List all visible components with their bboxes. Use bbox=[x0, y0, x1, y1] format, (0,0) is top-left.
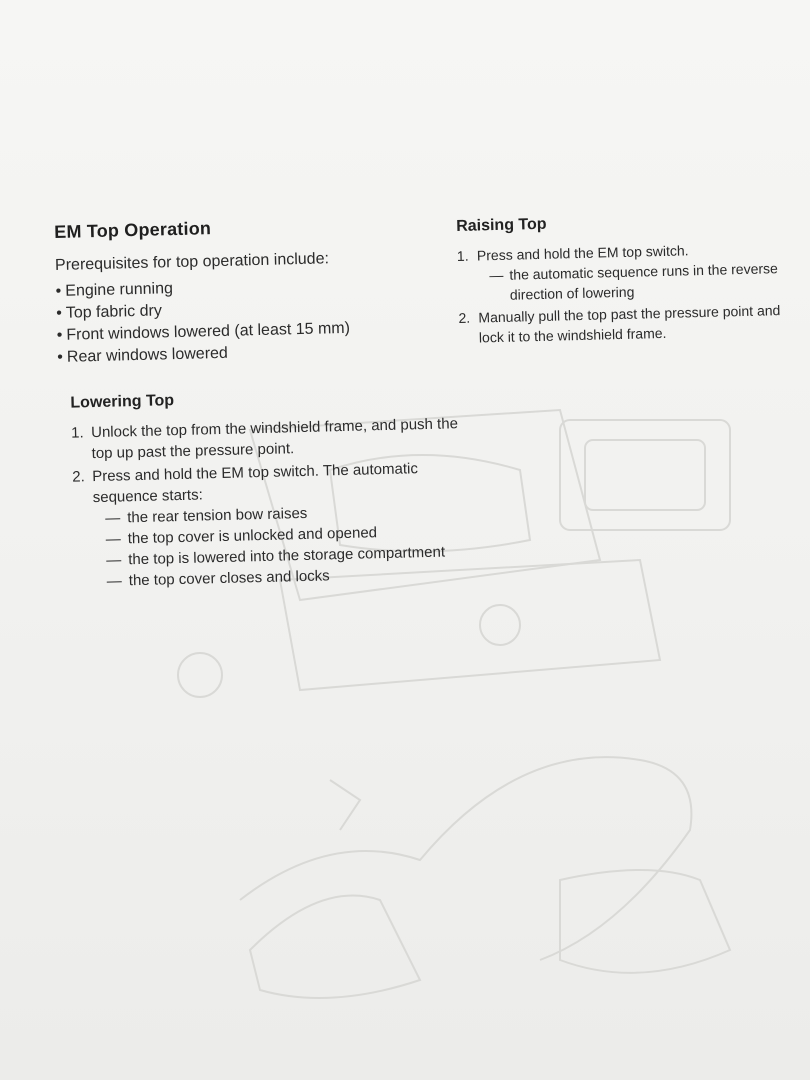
lowering-top-section bbox=[70, 385, 463, 592]
lowering-step bbox=[72, 457, 463, 592]
step-number: 1. bbox=[456, 247, 469, 264]
right-column bbox=[456, 210, 799, 350]
sequence-item: — the top cover closes and locks bbox=[107, 562, 463, 592]
sequence-list bbox=[93, 499, 463, 592]
sequence-item: — the top cover is unlocked and opened bbox=[106, 520, 462, 550]
raising-steps bbox=[457, 238, 799, 348]
prerequisite-item: • Engine running bbox=[55, 271, 455, 303]
step-text: Press and hold the EM top switch. The automatic sequence starts: bbox=[92, 460, 419, 507]
sequence-item: — the automatic sequence runs in the reverse direction of lowering bbox=[489, 258, 798, 306]
left-column bbox=[54, 212, 463, 595]
lowering-step bbox=[71, 413, 460, 464]
lowering-heading: Lowering Top bbox=[70, 392, 175, 412]
sequence-item: — the rear tension bow raises bbox=[105, 499, 461, 529]
sequence-item: — the top is lowered into the storage compartment bbox=[106, 541, 462, 571]
step-text: Press and hold the EM top switch. bbox=[476, 242, 689, 264]
lowering-steps bbox=[71, 413, 463, 592]
prerequisite-item: • Front windows lowered (at least 15 mm) bbox=[57, 315, 457, 347]
step-text: Unlock the top from the windshield frame, and push the top up past the pressure point. bbox=[90, 415, 459, 463]
step-text: Manually pull the top past the pressure point and lock it to the windshield frame. bbox=[478, 302, 781, 346]
prerequisite-item: • Top fabric dry bbox=[56, 293, 456, 325]
prerequisite-item: • Rear windows lowered bbox=[57, 337, 457, 369]
step-number: 1. bbox=[70, 424, 84, 442]
raising-step bbox=[457, 238, 798, 306]
raising-step bbox=[458, 300, 799, 348]
sequence-list bbox=[477, 258, 798, 306]
step-number: 2. bbox=[458, 309, 471, 326]
step-number: 2. bbox=[72, 468, 85, 486]
raising-heading: Raising Top bbox=[456, 215, 547, 235]
section-title: EM Top Operation bbox=[54, 218, 212, 242]
prerequisites-intro: Prerequisites for top operation include: bbox=[54, 250, 330, 274]
prerequisites-list bbox=[55, 271, 457, 369]
